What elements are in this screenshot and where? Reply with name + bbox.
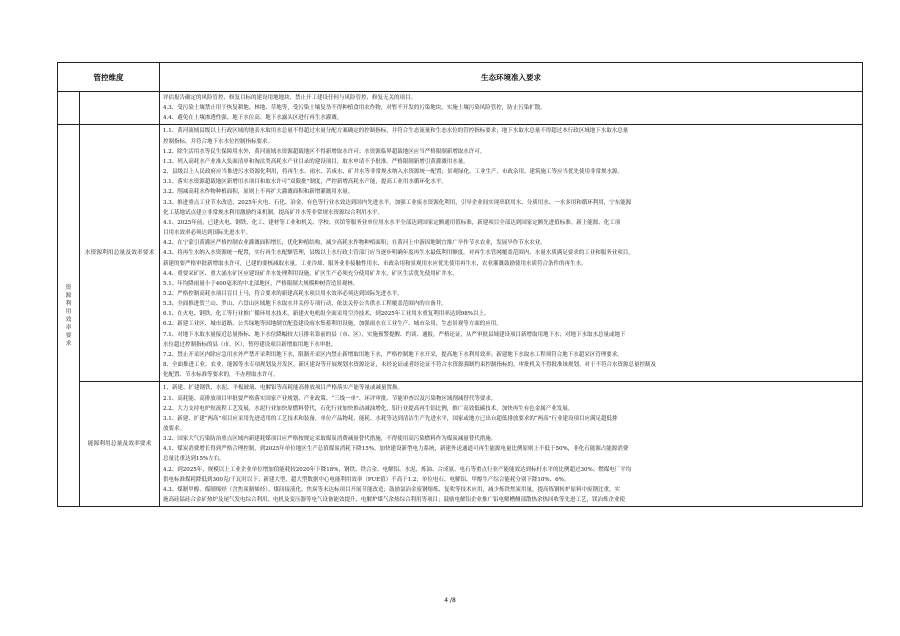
- water-requirement-cell: [160, 125, 863, 382]
- requirement-line: 放要求。: [163, 426, 186, 432]
- soil-requirement-cell: [160, 92, 863, 125]
- requirement-line: 2、县级以上人民政府应当推进污水资源化利用，将再生水、雨水、苦咸水、矿井水等非常规水纳入水资源统一配置；景观绿化、工业生产、市政杂用、建筑施工等应当优先使用非常规水源。: [163, 169, 624, 176]
- requirement-line: 6.2、新建工业区、城市道路、公共绿地等因地制宜配套建设雨水集蓄利用设施，加强雨水在工业生产、城市杂用、生态景观等方面的应用。: [163, 321, 502, 328]
- requirement-line: 3.1、落实水资源超载地区新增用水项目和取水许可“双限批”制度，严控新增高耗水产能，提高工业用水循环化水平。: [163, 179, 447, 186]
- requirement-line: 目用水效率必须达到国际先进水平。: [163, 230, 252, 237]
- requirement-line: 化配置、节水标准等要求的，不办理取水许可。: [163, 372, 279, 379]
- requirement-line: 1.2、除生活用水等民生保障用水外，黄河流域水资源超载地区不得新增取水许可；水资源临界超载地区应当严格限制新增取水许可。: [163, 148, 486, 155]
- table-header-row: [58, 63, 863, 92]
- requirement-line: 7.2、禁止开采区内除应急用水外严禁开采利用地下水，限制开采区内禁止新增取用地下水，严格控制地下水开采，提高地下水利用效率；新建地下水取水工程须符合地下水超采区管理要求。: [163, 351, 623, 358]
- requirement-line: 4.3、煤制甲醇、煤制烯烃（含焦炭制烯烃）、煤间接液化、焦炭等未达标项目开展节能改造；鼓励氯冶金废钢熔炼、复吹等技术应用，减少炼铁焦炭用量，提高炼钢转炉原料中废钢比重，实: [163, 486, 621, 493]
- table-row-energy: [58, 382, 863, 507]
- header-dimension: 管控维度: [58, 63, 160, 92]
- requirement-line: 施高硅锰硅合金矿热炉及尾气发电综合利用、电机及变压器等电气设备能效提升、电解炉煤气余热综合利用等项目；鼓励电解铝企业推广铝电解槽侧部散热余热回收等先进工艺，镁冶炼企业使: [163, 497, 626, 504]
- resource-efficiency-dimension: 资源利用效率要求: [58, 125, 80, 507]
- header-requirement: 生态环境准入要求: [160, 63, 863, 92]
- requirements-table: [57, 62, 863, 507]
- requirement-line: 3.2、削减高耗水作物种植面积，原则上不再扩大灌溉面积和新增灌溉用水量。: [163, 189, 354, 196]
- requirement-line: 4.3、受污染土壤禁止用于恢复耕地、林地、草地等，受污染土壤复垦不得种植食用农作物，对暂不开发的污染地块，实施土壤污染风险管控，防止污染扩散。: [163, 105, 546, 112]
- page-number: 4 /8: [444, 597, 456, 604]
- requirement-line: 评估报告确定的风险管控、修复目标的建设用地地块，禁止开工建设任何与风险管控、修复无关的项目。: [163, 95, 417, 101]
- soil-dim1-cell: [58, 92, 80, 125]
- requirement-line: 3.2、国家大气污染防治重点区域内新建耗煤项目应严格按规定采取煤炭消费减量替代措施，不得使用高污染燃料作为煤炭减量替代措施。: [163, 436, 497, 443]
- water-dimension-label: 水资源利用总量及效率要求: [80, 125, 160, 382]
- requirement-line: 控制指标，并符合地下水水位控制指标要求。: [163, 138, 274, 145]
- energy-requirement-cell: [160, 382, 863, 507]
- soil-dim2-cell: [80, 92, 160, 125]
- requirement-line: 8、全面推进工业、农业、能源等水专项规划及开发区、新区建设等开展规划水资源论证，未经论证或者经论证不符合水资源强制约束控制指标的，审批机关不得批准该规划。对于不符合水资源总量控制及: [163, 362, 657, 369]
- requirement-line: 水位超过控制指标的县（市、区），暂停建设项目新增取用地下水审批。: [163, 341, 337, 348]
- requirement-line: 3.1、新建、扩建“两高”项目应采用先进适用的工艺技术和装备，单位产品物耗、能耗、水耗等达到清洁生产先进水平，国家或地方已出台超低排放要求的“两高”行业建设项目应满足超低排: [163, 415, 618, 422]
- requirement-line: 4.2、在宁蒙引黄灌区严格控制农业灌溉面积增长，优化种植结构，减少高耗水作物种植面积；在黄河上中游因地制宜推广旱作节水农业，发展旱作节水农业。: [163, 240, 546, 247]
- requirement-line: 5.3、全面推进贺兰山、罗山、六盘山区域地下水取水井关停专项行动，依法关停公共供水工程覆盖范围内的自备井。: [163, 301, 447, 308]
- requirement-line: 1.1、黄河流域县级以上行政区域的地表水取用水总量不得超过水量分配方案确定的控制指标，并符合生态流量和生态水位的管控指标要求；地下水取水总量不得超过本行政区域地下水取水总量: [163, 128, 629, 135]
- requirement-line: 1.3、列入高耗水产业准入负面清单和淘汰类高耗水产业目录的建设项目，取水申请不予批准。严格限制新增引黄灌溉用水量。: [163, 158, 469, 165]
- requirement-line: 5.2、严格控制高耗水项目盲目上马，符合要求的新建高耗水项目用水效率必须达到国际先进水平。: [163, 290, 403, 297]
- requirement-line: 4.4、避免在土壤渗透性强、地下水位高、地下水露头区进行再生水灌溉。: [163, 115, 343, 122]
- requirement-line: 总量比重达到15%左右。: [163, 456, 225, 463]
- table-row-soil: [58, 92, 863, 125]
- requirement-line: 5.1、年均降雨量小于400毫米的中北部地区，严格限制大规模种树营造景观林。: [163, 280, 359, 287]
- table-row-water: [58, 125, 863, 382]
- requirement-line: 7.1、对地下水取水量接近总量指标、地下水位降幅较大且排名靠前的县（市、区），实施预警提醒、约谈、通报，严格论证，从严审批县域建设项目新增取用地下水；对地下水取水总量或地下: [163, 331, 626, 338]
- requirement-line: 3.3、推进重点工业节水改造，2025年火电、石化、冶金、有色等行业水效达到国内先进水平。加强工业废水资源化利用，引导企业间实现串联用水、分质用水、一水多用和循环利用，宁东能源: [163, 199, 632, 206]
- requirement-line: 6.1、在火电、钢铁、化工等行业推广循环用水技术，新建火电机组全面采用空冷技术，到2025年工业用水重复利用率达到98%以上。: [163, 311, 490, 318]
- requirement-line: 2.2、大力支持电炉短流程工艺发展，水泥行业加快原燃料替代，石化行业加快推动减油增化，铝行业提高再生铝比例，推广高效低碳技术，加快再生有色金属产业发展。: [163, 405, 574, 412]
- requirement-line: 4.1、2025年前，已建火电、钢铁、化工、建材等工业和机关、学校、宾馆等服务业单位用水水平全部达到国家定额通用值标准，新建项目全部达到国家定额先进值标准。新上能源、化工项: [163, 219, 621, 226]
- requirement-line: 2.1、高耗能、高排放项目审批要严格落实国家产业规划、产业政策、“三线一单”、环评审批、节能审查以及污染物区域削减替代等要求。: [163, 395, 497, 402]
- requirement-line: 供电标准煤耗降低到300克/千瓦时以下；新建大型、超大型数据中心电能利用效率（PUE值）不高于1.2；单位电石、电解铝、甲醇生产综合能耗分别下降10%、6%。: [163, 476, 570, 483]
- requirement-line: 4.3、将再生水纳入水资源统一配置，实行再生水配额管理，县级以上水行政主管部门应当逐步明确年度再生水最低利用额度。对再生水管网覆盖范围内、水量水质满足要求的工业和服务业项目，: [163, 250, 634, 257]
- requirement-line: 4.4、重要采矿区、重大涌水矿区应建设矿井水处理利用设施，矿区生产必须充分使用矿井水，矿区生活优先使用矿井水。: [163, 270, 458, 277]
- requirement-line: 4.2、到2025年，规模以上工业企业单位增加值能耗较2020年下降18%，钢铁、铁合金、电解铝、水泥、炼油、合成氨、电石等重点行业产能能效达到标杆水平的比例超过30%；燃煤电厂平均: [163, 466, 632, 473]
- energy-dimension-label: 能源利用总量及效率要求: [80, 382, 160, 507]
- requirement-line: 化工基地试点建立非常规水利用激励约束机制，提高矿井水等非常规水资源综合利用水平。: [163, 209, 384, 216]
- requirement-line: 4.1、煤炭消费增长得到严格合理控制，到2025年单位地区生产总值煤炭消耗下降15%。加快建设新型电力系统，新建外送通道可再生能源电量比例原则上不低于50%，非化石能源占能源消费: [163, 446, 629, 453]
- requirement-line: 1、新建、扩建钢铁、水泥、平板玻璃、电解铝等高耗能高排放项目严格落实产能等量或减量置换。: [163, 385, 404, 392]
- requirement-line: 新建的要严格审批新增取水许可，已建的要核减取水量。工业冷却、服务业非接触性用水、市政杂用和景观用水应优先使用再生水，农业灌溉鼓励使用水质符合条件的再生水。: [163, 260, 587, 267]
